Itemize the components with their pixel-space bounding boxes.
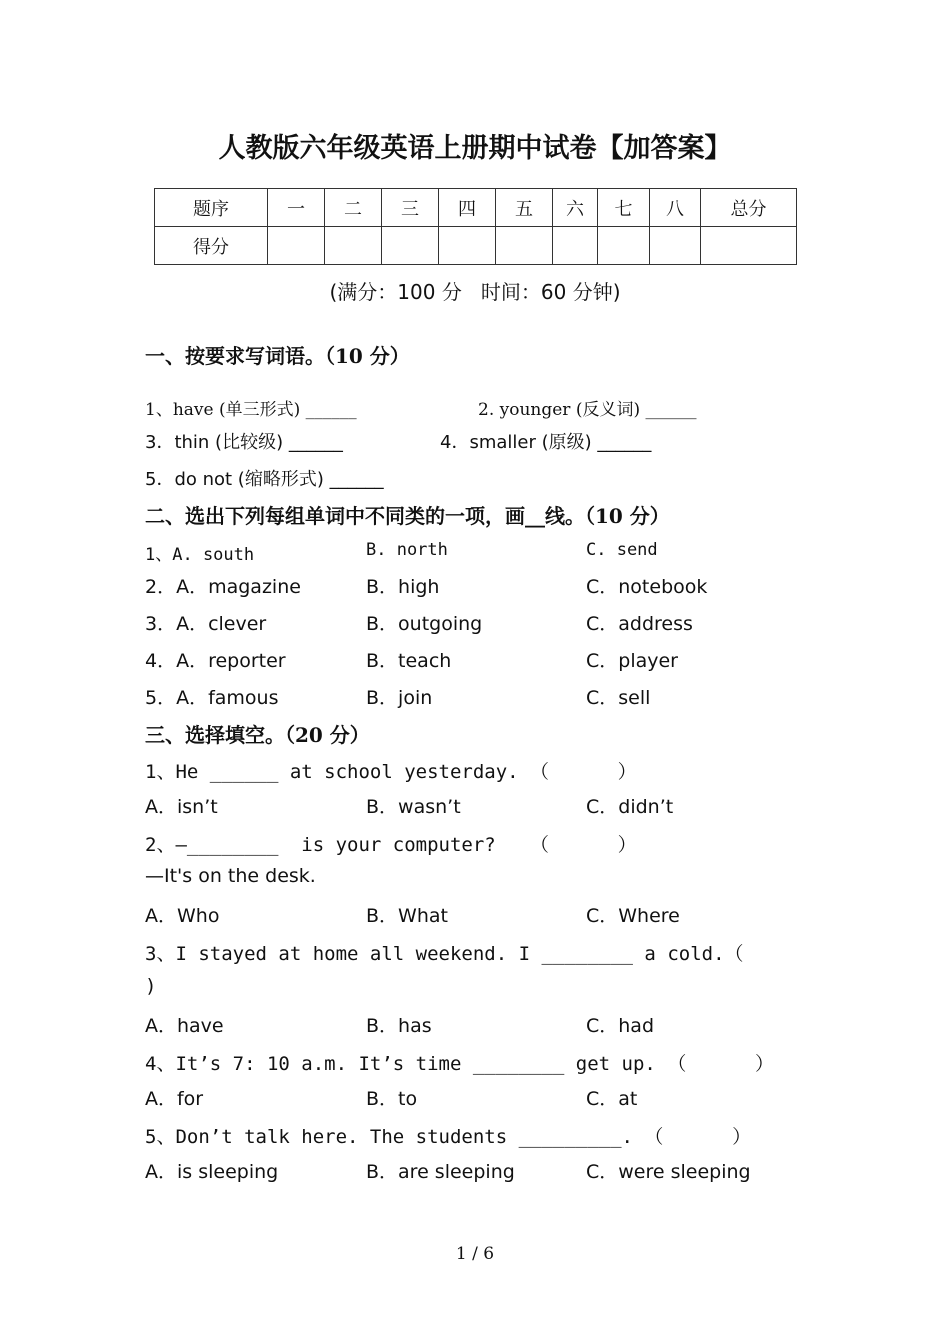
page-number: 1 / 6 (455, 1244, 495, 1264)
score-table-header-cell: 五 (496, 189, 553, 227)
section3-q5-option-b: B．are sleeping (366, 1161, 515, 1183)
section3-question-3: 3、I stayed at home all weekend. I ________ a cold.（ (145, 943, 744, 965)
section2-row-1-option-b: B. north (366, 540, 448, 560)
section3-q5-option-c: C．were sleeping (586, 1161, 751, 1183)
section2-row-3-option-a: 3．A．clever (145, 613, 267, 635)
section3-q2-option-c: C．Where (586, 905, 680, 927)
section3-q5-option-a: A．is sleeping (145, 1161, 279, 1183)
score-table-header-cell: 七 (598, 189, 650, 227)
score-cell (439, 227, 496, 265)
section1-item-5: 5．do not (缩略形式) ______ (145, 469, 384, 490)
section3-question-1: 1、He ______ at school yesterday. （ ） (145, 761, 637, 783)
section2-row-5-option-c: C．sell (586, 687, 651, 709)
section3-q4-option-c: C．at (586, 1088, 638, 1110)
score-table-header-cell: 八 (650, 189, 701, 227)
score-table-header-cell: 二 (325, 189, 382, 227)
section3-question-3-continued: ) (145, 975, 157, 997)
section3-question-2: 2、—________ is your computer? （ ） (145, 834, 637, 856)
section2-row-4-option-b: B．teach (366, 650, 452, 672)
section2-row-2-option-a: 2．A．magazine (145, 576, 301, 598)
section3-q3-option-c: C．had (586, 1015, 655, 1037)
score-table (154, 188, 797, 265)
section2-row-4-option-a: 4．A．reporter (145, 650, 286, 672)
section1-item-3: 3．thin (比较级) ______ (145, 432, 343, 453)
section2-heading: 二、选出下列每组单词中不同类的一项，画__线。（10 分） (145, 504, 670, 528)
section3-q3-option-a: A．have (145, 1015, 224, 1037)
section3-q4-option-a: A．for (145, 1088, 204, 1110)
section2-row-2-option-b: B．high (366, 576, 440, 598)
score-cell (553, 227, 598, 265)
score-table-header-cell: 六 (553, 189, 598, 227)
score-cell (268, 227, 325, 265)
section2-row-5-option-a: 5．A．famous (145, 687, 279, 709)
section2-row-3-option-b: B．outgoing (366, 613, 483, 635)
score-cell (701, 227, 797, 265)
section2-row-2-option-c: C．notebook (586, 576, 708, 598)
score-table-header-row (155, 189, 797, 227)
score-table-header-cell: 一 (268, 189, 325, 227)
section3-q2-option-a: A．Who (145, 905, 220, 927)
section1-item-1: 1、have (单三形式) ______ (145, 400, 357, 420)
section3-q1-option-c: C．didn’t (586, 796, 674, 818)
page-title: 人教版六年级英语上册期中试卷【加答案】 (218, 133, 732, 164)
section2-row-4-option-c: C．player (586, 650, 678, 672)
section2-row-1-option-a: 1、A. south (145, 545, 255, 565)
score-table-header-cell: 题序 (155, 189, 268, 227)
score-row-label: 得分 (155, 227, 268, 265)
score-cell (382, 227, 439, 265)
section3-question-5: 5、Don’t talk here. The students _________. （ ） (145, 1126, 752, 1148)
score-cell (496, 227, 553, 265)
score-table-header-cell: 总分 (701, 189, 797, 227)
score-table-header-cell: 三 (382, 189, 439, 227)
score-cell (598, 227, 650, 265)
section2-row-5-option-b: B．join (366, 687, 433, 709)
score-cell (325, 227, 382, 265)
section3-heading: 三、选择填空。（20 分） (145, 723, 370, 747)
section1-heading: 一、按要求写词语。（10 分） (145, 344, 410, 368)
score-table-score-row (155, 227, 797, 265)
section1-item-2: 2. younger (反义词) ______ (478, 400, 697, 420)
score-table-header-cell: 四 (439, 189, 496, 227)
section3-q2-option-b: B．What (366, 905, 448, 927)
section1-item-4: 4．smaller (原级) ______ (440, 432, 652, 453)
section3-q1-option-a: A．isn’t (145, 796, 218, 818)
section2-row-1-option-c: C. send (586, 540, 658, 560)
section3-q3-option-b: B．has (366, 1015, 432, 1037)
section3-q1-option-b: B．wasn’t (366, 796, 461, 818)
section2-row-3-option-c: C．address (586, 613, 693, 635)
score-cell (650, 227, 701, 265)
section3-q2-answer-line: —It's on the desk. (145, 865, 316, 887)
section3-question-4: 4、It’s 7: 10 a.m. It’s time ________ get up. （ ） (145, 1053, 774, 1075)
exam-info: (满分：100 分 时间：60 分钟) (329, 280, 621, 304)
section3-q4-option-b: B．to (366, 1088, 418, 1110)
